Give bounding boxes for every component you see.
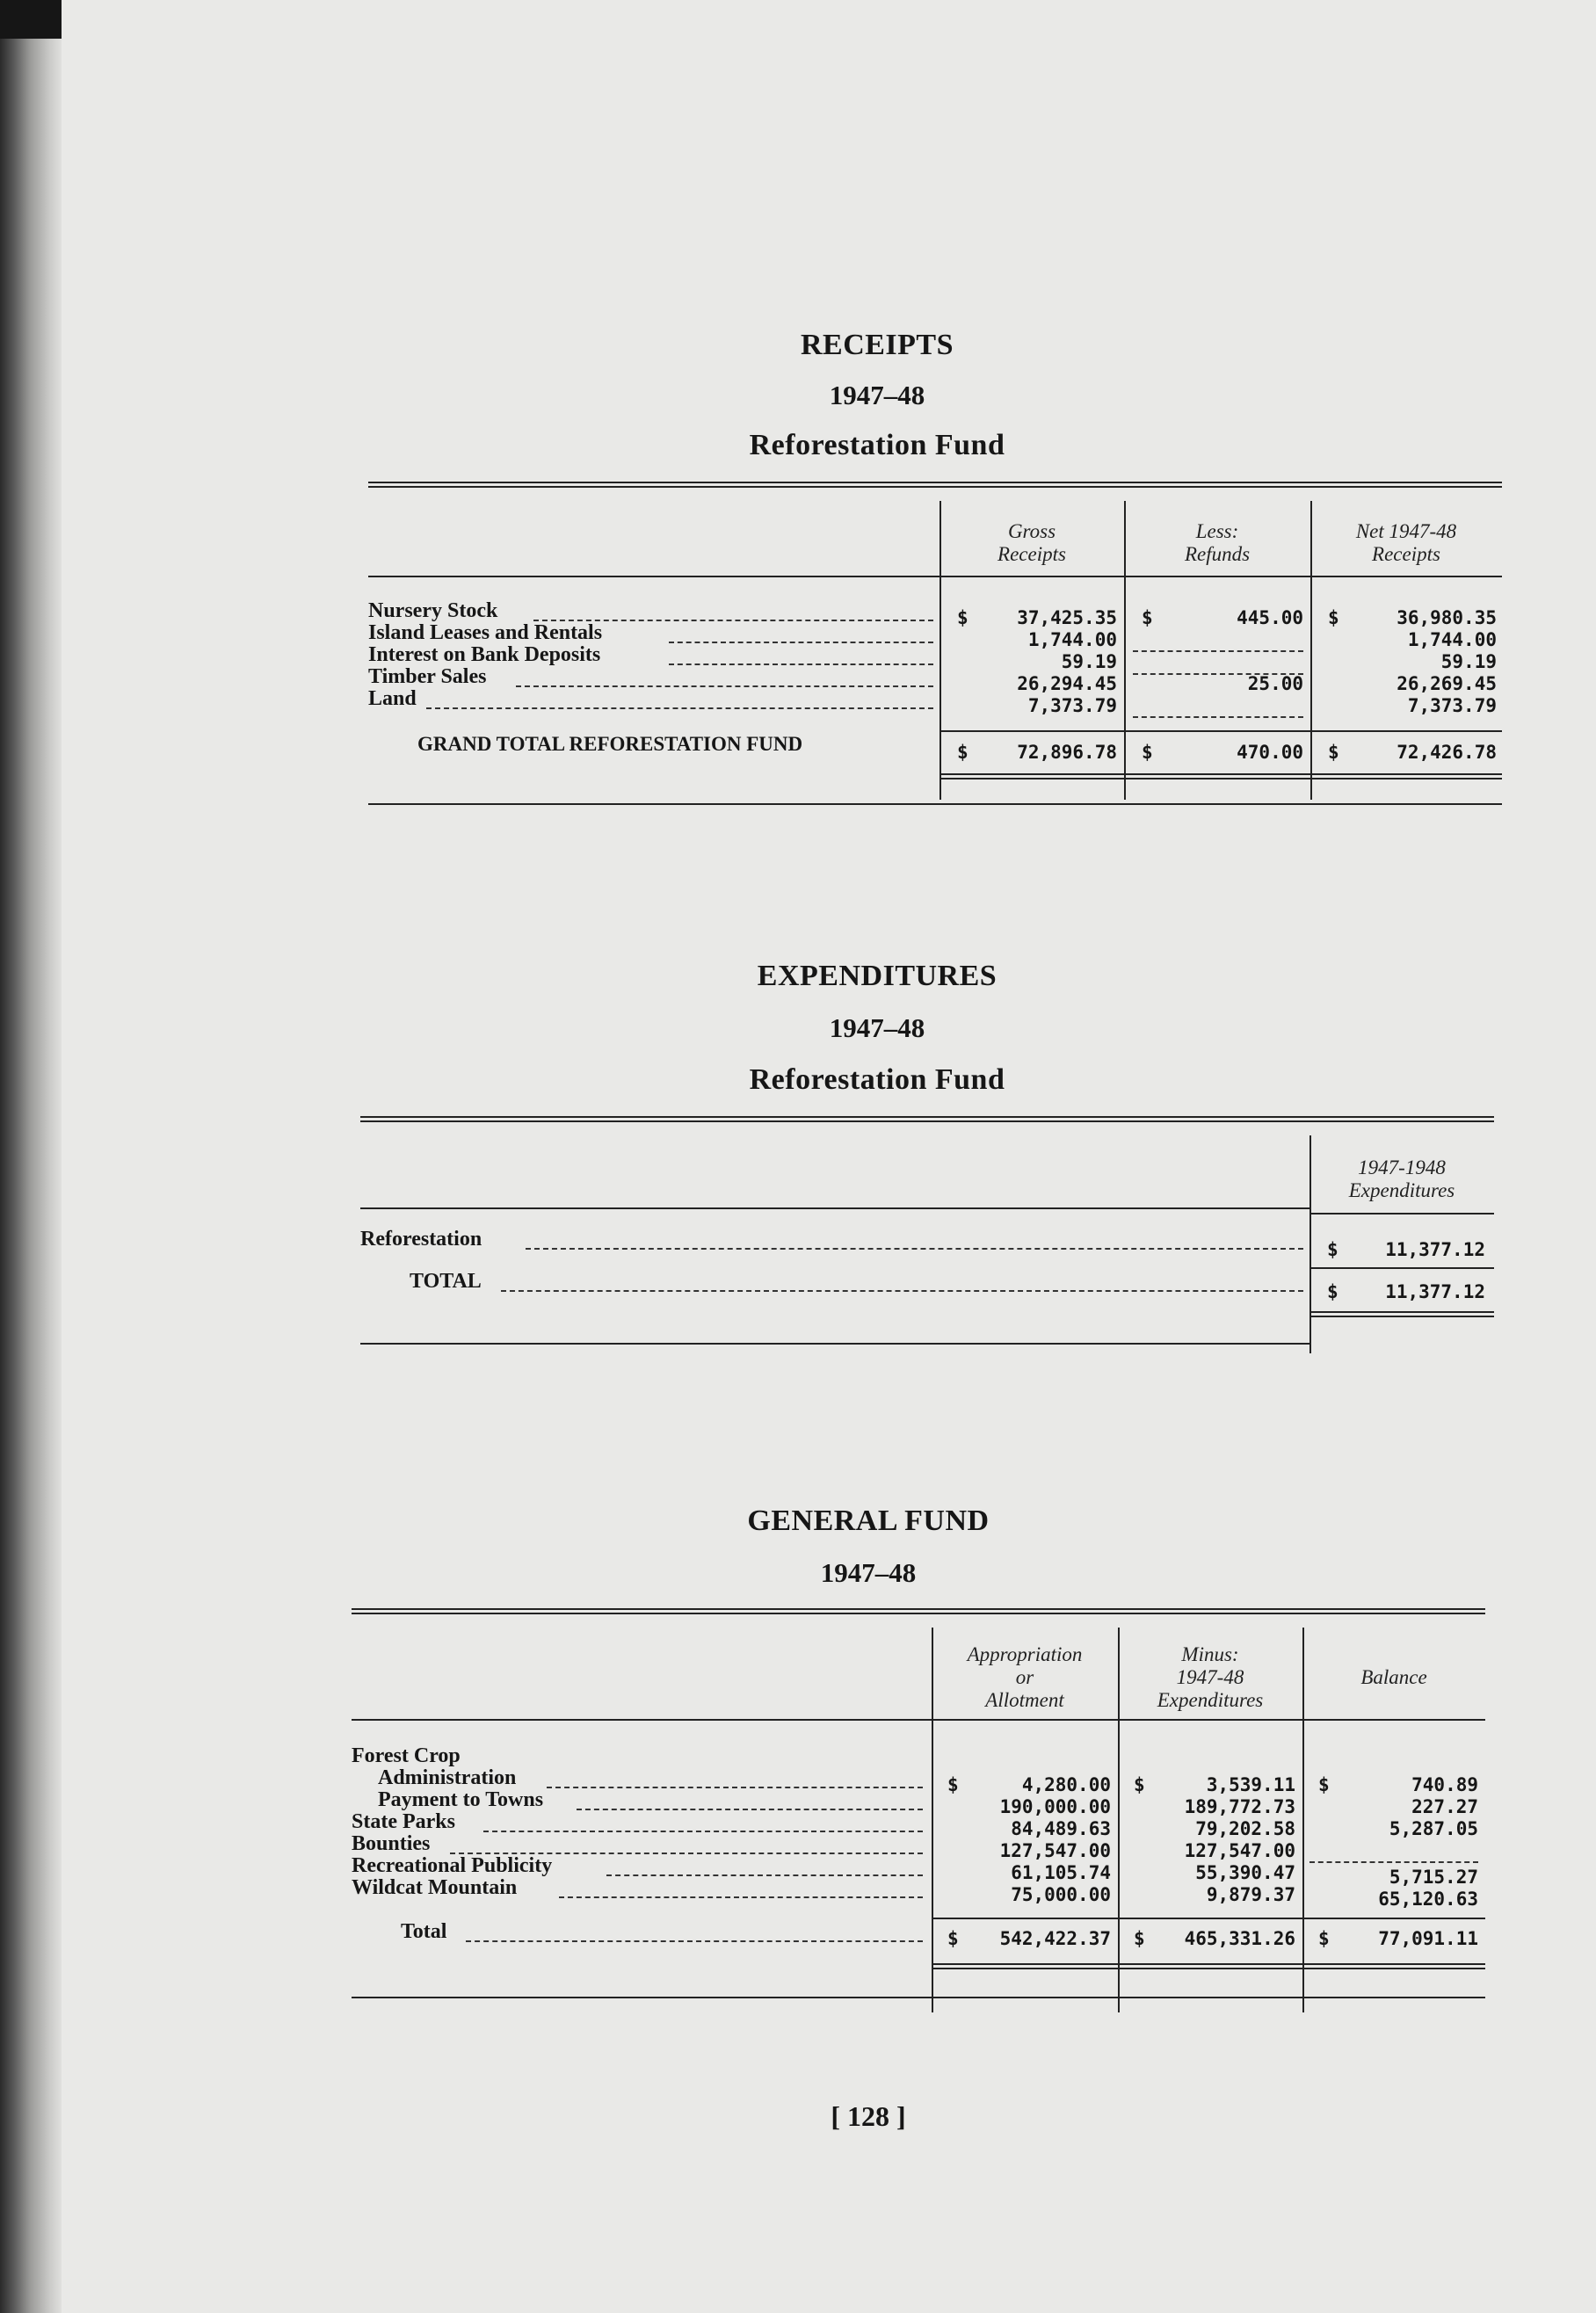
- expenditures-table: 1947-1948 Expenditures Reforestation $ 11,377.12 TOTAL $ 11,377.12: [360, 1116, 1494, 1353]
- receipts-fund: Reforestation Fund: [749, 429, 1005, 461]
- general-fund-table: Appropriation or Allotment Minus: 1947-48 Expenditures Balance Forest Crop Administration $ 4,280.00 $ 3,539.11 $ 740.89 Payment to Towns 190,000.00 189,772.73 227.27 State Parks 84,489.63 79,202.58 5,287.05 Bounties 127,547.00 127,547.00 Recreational Publicity 61,105.74 55,390.47 5,715.27 Wildcat Mountain 75,000.00 9,879.37 65,120.63 Total $ 542,422.37 $ 465,331.26 $ 77,091.11: [352, 1608, 1485, 2004]
- group-label: Forest Crop: [352, 1744, 461, 1767]
- receipts-table: Gross Receipts Less: Refunds Net 1947-48 Receipts Nursery Stock $ 37,425.35 $ 445.00 $ 36,980.35 Island Leases and Rentals 1,744.00 1,744.00 Interest on Bank Deposits 59.19 59.19 Timber Sales 26,294.45 25.00 26,269.45 Land 7,373.79 7,373.79 GRAND TOTAL REFORESTATION FUND $ 72,896.78 $ 470.00 $ 72,426.78: [368, 482, 1502, 816]
- expenditures-fund: Reforestation Fund: [749, 1063, 1005, 1096]
- general-title: GENERAL FUND: [747, 1505, 990, 1537]
- receipts-year: 1947–48: [829, 380, 925, 410]
- page: [62, 0, 1596, 2313]
- col-appropriation: Appropriation or Allotment: [967, 1643, 1083, 1711]
- col-minus-expenditures: Minus: 1947-48 Expenditures: [1157, 1643, 1264, 1711]
- col-gross-receipts: Gross Receipts: [997, 520, 1066, 565]
- col-expenditures: 1947-1948 Expenditures: [1348, 1156, 1455, 1201]
- expenditures-year: 1947–48: [829, 1012, 925, 1043]
- col-balance: Balance: [1360, 1666, 1427, 1688]
- page-number: [ 128 ]: [831, 2100, 906, 2132]
- col-net-receipts: Net 1947-48 Receipts: [1355, 520, 1457, 565]
- col-refunds: Less: Refunds: [1184, 520, 1251, 565]
- general-year: 1947–48: [820, 1557, 917, 1588]
- receipts-title: RECEIPTS: [800, 329, 954, 361]
- expenditures-title: EXPENDITURES: [757, 960, 997, 992]
